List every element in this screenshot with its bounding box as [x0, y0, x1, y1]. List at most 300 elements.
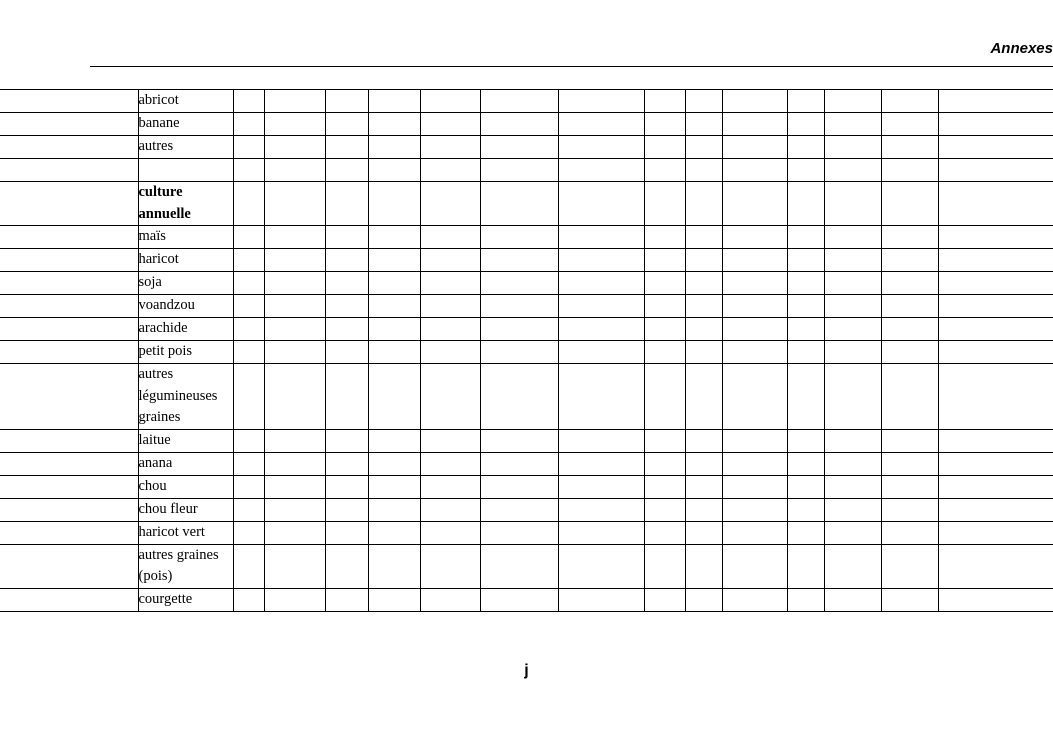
- table-cell-data[interactable]: [881, 295, 938, 318]
- table-cell-data[interactable]: [325, 318, 368, 341]
- table-cell-data[interactable]: [685, 318, 722, 341]
- table-cell-data[interactable]: [685, 364, 722, 430]
- table-cell-data[interactable]: [558, 544, 644, 588]
- table-cell-data[interactable]: [722, 182, 787, 226]
- table-cell-stub[interactable]: [0, 249, 138, 272]
- table-cell-label-line: banane: [138, 115, 180, 131]
- table-cell-data[interactable]: [881, 249, 938, 272]
- table-cell-data[interactable]: [233, 341, 264, 364]
- table-cell-data[interactable]: [420, 544, 480, 588]
- table-cell-data[interactable]: [881, 588, 938, 611]
- table-cell-data[interactable]: [722, 475, 787, 498]
- table-cell-data[interactable]: [558, 341, 644, 364]
- table-cell-data[interactable]: [264, 588, 325, 611]
- table-cell-data[interactable]: [881, 498, 938, 521]
- table-cell-data[interactable]: [881, 475, 938, 498]
- table-cell-data[interactable]: [368, 295, 420, 318]
- table-cell-data[interactable]: [938, 159, 1053, 182]
- table-cell-data[interactable]: [233, 588, 264, 611]
- table-cell-data[interactable]: [881, 452, 938, 475]
- table-cell-stub[interactable]: [0, 452, 138, 475]
- table-cell-data[interactable]: [233, 226, 264, 249]
- table-cell-data[interactable]: [480, 341, 558, 364]
- table-cell-data[interactable]: [368, 136, 420, 159]
- table-cell-data[interactable]: [558, 272, 644, 295]
- table-cell-data[interactable]: [685, 588, 722, 611]
- table-cell-data[interactable]: [325, 544, 368, 588]
- table-cell-data[interactable]: [685, 226, 722, 249]
- table-cell-data[interactable]: [881, 182, 938, 226]
- table-cell-data[interactable]: [824, 113, 881, 136]
- table-cell-data[interactable]: [233, 498, 264, 521]
- table-cell-data[interactable]: [264, 136, 325, 159]
- table-cell-data[interactable]: [368, 113, 420, 136]
- table-cell-data[interactable]: [787, 113, 824, 136]
- table-cell-data[interactable]: [264, 429, 325, 452]
- table-cell-stub[interactable]: [0, 475, 138, 498]
- table-cell-data[interactable]: [325, 182, 368, 226]
- table-cell-data[interactable]: [938, 113, 1053, 136]
- table-cell-data[interactable]: [824, 295, 881, 318]
- table-cell-data[interactable]: [685, 136, 722, 159]
- table-cell-data[interactable]: [558, 182, 644, 226]
- table-cell-data[interactable]: [685, 544, 722, 588]
- table-cell-label: [138, 159, 233, 182]
- table-cell-data[interactable]: [325, 272, 368, 295]
- table-cell-data[interactable]: [368, 272, 420, 295]
- table-cell-data[interactable]: [233, 364, 264, 430]
- table-cell-data[interactable]: [938, 588, 1053, 611]
- table-cell-data[interactable]: [480, 429, 558, 452]
- table-cell-data[interactable]: [368, 90, 420, 113]
- table-cell-data[interactable]: [480, 295, 558, 318]
- table-cell-data[interactable]: [824, 429, 881, 452]
- table-cell-data[interactable]: [420, 521, 480, 544]
- table-cell-data[interactable]: [644, 113, 685, 136]
- table-cell-data[interactable]: [722, 90, 787, 113]
- table-cell-data[interactable]: [420, 588, 480, 611]
- table-cell-data[interactable]: [685, 249, 722, 272]
- table-cell-data[interactable]: [787, 521, 824, 544]
- table-cell-data[interactable]: [233, 90, 264, 113]
- table-cell-data[interactable]: [558, 498, 644, 521]
- table-cell-data[interactable]: [558, 90, 644, 113]
- table-cell-data[interactable]: [644, 249, 685, 272]
- table-cell-data[interactable]: [685, 498, 722, 521]
- table-cell-stub[interactable]: [0, 113, 138, 136]
- table-cell-stub[interactable]: [0, 90, 138, 113]
- table-cell-data[interactable]: [685, 452, 722, 475]
- table-cell-data[interactable]: [787, 159, 824, 182]
- table-cell-data[interactable]: [644, 341, 685, 364]
- table-cell-stub[interactable]: [0, 318, 138, 341]
- table-cell-data[interactable]: [824, 521, 881, 544]
- table-cell-label: [138, 182, 233, 226]
- table-cell-data[interactable]: [233, 249, 264, 272]
- table-cell-data[interactable]: [938, 498, 1053, 521]
- table-cell-data[interactable]: [685, 113, 722, 136]
- table-cell-data[interactable]: [787, 498, 824, 521]
- table-cell-data[interactable]: [264, 226, 325, 249]
- table-cell-label-line: chou: [138, 477, 167, 494]
- table-cell-data[interactable]: [264, 318, 325, 341]
- table-cell-data[interactable]: [644, 588, 685, 611]
- table-cell-data[interactable]: [722, 272, 787, 295]
- table-cell-data[interactable]: [420, 341, 480, 364]
- table-cell-stub[interactable]: [0, 544, 138, 588]
- table-cell-data[interactable]: [644, 90, 685, 113]
- table-cell-data[interactable]: [480, 113, 558, 136]
- table-cell-data[interactable]: [787, 90, 824, 113]
- table-cell-data[interactable]: [368, 159, 420, 182]
- table-cell-data[interactable]: [881, 136, 938, 159]
- table-cell-data[interactable]: [233, 113, 264, 136]
- table-cell-stub[interactable]: [0, 159, 138, 182]
- table-cell-data[interactable]: [325, 521, 368, 544]
- table-cell-data[interactable]: [938, 272, 1053, 295]
- table-cell-label-line: petit pois: [138, 343, 193, 359]
- table-cell-data[interactable]: [722, 521, 787, 544]
- table-cell-data[interactable]: [722, 341, 787, 364]
- table-cell-data[interactable]: [787, 341, 824, 364]
- table-cell-data[interactable]: [264, 498, 325, 521]
- table-cell-data[interactable]: [881, 159, 938, 182]
- table-cell-label: [138, 113, 233, 136]
- table-cell-data[interactable]: [881, 318, 938, 341]
- table-cell-data[interactable]: [368, 521, 420, 544]
- table-cell-data[interactable]: [722, 498, 787, 521]
- table-cell-data[interactable]: [881, 544, 938, 588]
- table-cell-label-line: légumineuses: [138, 387, 218, 404]
- table-cell-data[interactable]: [325, 295, 368, 318]
- table-cell-data[interactable]: [368, 544, 420, 588]
- table-cell-data[interactable]: [685, 521, 722, 544]
- table-cell-data[interactable]: [368, 364, 420, 430]
- table-cell-data[interactable]: [722, 452, 787, 475]
- table-cell-data[interactable]: [558, 136, 644, 159]
- table-cell-data[interactable]: [480, 159, 558, 182]
- table-cell-data[interactable]: [420, 136, 480, 159]
- table-cell-data[interactable]: [824, 588, 881, 611]
- table-cell-stub[interactable]: [0, 226, 138, 249]
- table-cell-data[interactable]: [558, 159, 644, 182]
- table-cell-data[interactable]: [685, 272, 722, 295]
- table-cell-data[interactable]: [480, 452, 558, 475]
- table-cell-data[interactable]: [558, 113, 644, 136]
- table-cell-data[interactable]: [881, 226, 938, 249]
- table-cell-data[interactable]: [722, 249, 787, 272]
- table-cell-data[interactable]: [264, 90, 325, 113]
- table-row: [0, 544, 1053, 588]
- table-cell-data[interactable]: [824, 544, 881, 588]
- table-cell-data[interactable]: [264, 182, 325, 226]
- table-cell-data[interactable]: [264, 475, 325, 498]
- table-cell-data[interactable]: [787, 475, 824, 498]
- table-cell-data[interactable]: [938, 136, 1053, 159]
- table-cell-stub[interactable]: [0, 429, 138, 452]
- table-cell-data[interactable]: [787, 429, 824, 452]
- table-cell-data[interactable]: [722, 429, 787, 452]
- table-cell-data[interactable]: [938, 364, 1053, 430]
- table-cell-data[interactable]: [685, 341, 722, 364]
- table-cell-data[interactable]: [264, 272, 325, 295]
- table-cell-data[interactable]: [233, 429, 264, 452]
- table-cell-data[interactable]: [824, 364, 881, 430]
- table-cell-data[interactable]: [938, 544, 1053, 588]
- table-cell-data[interactable]: [644, 159, 685, 182]
- table-cell-data[interactable]: [420, 429, 480, 452]
- table-cell-data[interactable]: [325, 90, 368, 113]
- table-cell-data[interactable]: [722, 295, 787, 318]
- table-cell-data[interactable]: [644, 521, 685, 544]
- table-cell-data[interactable]: [264, 364, 325, 430]
- table-cell-data[interactable]: [420, 226, 480, 249]
- table-cell-data[interactable]: [938, 226, 1053, 249]
- table-cell-data[interactable]: [558, 364, 644, 430]
- table-cell-stub[interactable]: [0, 136, 138, 159]
- table-cell-data[interactable]: [420, 272, 480, 295]
- table-cell-data[interactable]: [325, 588, 368, 611]
- table-cell-data[interactable]: [787, 452, 824, 475]
- table-cell-data[interactable]: [938, 295, 1053, 318]
- table-cell-data[interactable]: [264, 249, 325, 272]
- table-cell-data[interactable]: [325, 452, 368, 475]
- table-cell-data[interactable]: [787, 295, 824, 318]
- table-cell-data[interactable]: [881, 429, 938, 452]
- table-cell-data[interactable]: [558, 295, 644, 318]
- table-cell-stub[interactable]: [0, 182, 138, 226]
- table-cell-data[interactable]: [233, 475, 264, 498]
- table-cell-data[interactable]: [938, 249, 1053, 272]
- table-cell-data[interactable]: [480, 182, 558, 226]
- table-cell-data[interactable]: [722, 318, 787, 341]
- table-cell-data[interactable]: [480, 249, 558, 272]
- table-cell-data[interactable]: [558, 429, 644, 452]
- table-cell-data[interactable]: [644, 136, 685, 159]
- table-cell-data[interactable]: [824, 159, 881, 182]
- table-cell-label-line: culture: [138, 184, 183, 200]
- table-cell-data[interactable]: [824, 452, 881, 475]
- table-cell-stub[interactable]: [0, 364, 138, 430]
- table-cell-data[interactable]: [722, 544, 787, 588]
- table-cell-data[interactable]: [325, 429, 368, 452]
- table-cell-data[interactable]: [233, 318, 264, 341]
- table-cell-data[interactable]: [420, 475, 480, 498]
- table-cell-data[interactable]: [644, 452, 685, 475]
- table-cell-data[interactable]: [558, 318, 644, 341]
- table-cell-data[interactable]: [558, 588, 644, 611]
- table-cell-data[interactable]: [824, 498, 881, 521]
- table-cell-data[interactable]: [325, 159, 368, 182]
- table-cell-data[interactable]: [480, 226, 558, 249]
- table-cell-data[interactable]: [325, 364, 368, 430]
- table-cell-data[interactable]: [685, 90, 722, 113]
- table-cell-label: [138, 452, 233, 475]
- table-cell-data[interactable]: [558, 475, 644, 498]
- table-cell-data[interactable]: [420, 295, 480, 318]
- table-cell-data[interactable]: [644, 429, 685, 452]
- page-header: [90, 40, 1053, 70]
- table-cell-data[interactable]: [722, 113, 787, 136]
- table-cell-data[interactable]: [881, 113, 938, 136]
- table-cell-data[interactable]: [722, 588, 787, 611]
- table-cell-data[interactable]: [824, 226, 881, 249]
- table-cell-data[interactable]: [787, 249, 824, 272]
- table-cell-data[interactable]: [325, 498, 368, 521]
- table-cell-data[interactable]: [824, 136, 881, 159]
- table-cell-data[interactable]: [644, 272, 685, 295]
- table-cell-data[interactable]: [722, 136, 787, 159]
- table-cell-data[interactable]: [233, 159, 264, 182]
- table-cell-data[interactable]: [325, 249, 368, 272]
- table-cell-data[interactable]: [824, 318, 881, 341]
- table-cell-data[interactable]: [787, 182, 824, 226]
- table-cell-data[interactable]: [480, 475, 558, 498]
- table-cell-data[interactable]: [233, 182, 264, 226]
- table-cell-data[interactable]: [325, 136, 368, 159]
- table-row: [0, 521, 1053, 544]
- table-cell-data[interactable]: [264, 452, 325, 475]
- table-cell-data[interactable]: [480, 364, 558, 430]
- table-cell-data[interactable]: [368, 498, 420, 521]
- table-cell-data[interactable]: [480, 544, 558, 588]
- table-cell-data[interactable]: [787, 588, 824, 611]
- table-cell-data[interactable]: [420, 249, 480, 272]
- table-cell-data[interactable]: [233, 452, 264, 475]
- table-cell-data[interactable]: [881, 90, 938, 113]
- table-cell-data[interactable]: [881, 521, 938, 544]
- table-cell-data[interactable]: [787, 272, 824, 295]
- table-cell-data[interactable]: [685, 475, 722, 498]
- table-cell-data[interactable]: [685, 295, 722, 318]
- table-cell-data[interactable]: [644, 295, 685, 318]
- table-cell-data[interactable]: [264, 159, 325, 182]
- table-cell-data[interactable]: [938, 429, 1053, 452]
- table-cell-data[interactable]: [644, 364, 685, 430]
- table-cell-data[interactable]: [420, 113, 480, 136]
- table-cell-data[interactable]: [722, 159, 787, 182]
- table-cell-data[interactable]: [264, 521, 325, 544]
- table-cell-data[interactable]: [824, 249, 881, 272]
- table-cell-data[interactable]: [685, 182, 722, 226]
- table-cell-data[interactable]: [480, 272, 558, 295]
- table-cell-data[interactable]: [558, 452, 644, 475]
- table-cell-data[interactable]: [368, 182, 420, 226]
- table-cell-data[interactable]: [938, 341, 1053, 364]
- table-cell-data[interactable]: [480, 498, 558, 521]
- table-cell-stub[interactable]: [0, 341, 138, 364]
- table-cell-data[interactable]: [644, 544, 685, 588]
- table-cell-data[interactable]: [233, 295, 264, 318]
- table-cell-data[interactable]: [722, 364, 787, 430]
- table-cell-data[interactable]: [480, 318, 558, 341]
- table-cell-data[interactable]: [264, 544, 325, 588]
- table-cell-data[interactable]: [644, 498, 685, 521]
- table-cell-data[interactable]: [824, 90, 881, 113]
- table-cell-data[interactable]: [938, 452, 1053, 475]
- table-cell-data[interactable]: [325, 113, 368, 136]
- table-cell-data[interactable]: [480, 588, 558, 611]
- table-cell-data[interactable]: [644, 318, 685, 341]
- table-cell-data[interactable]: [420, 182, 480, 226]
- table-cell-data[interactable]: [881, 364, 938, 430]
- table-cell-stub[interactable]: [0, 272, 138, 295]
- table-cell-data[interactable]: [938, 318, 1053, 341]
- table-cell-data[interactable]: [881, 341, 938, 364]
- table-cell-data[interactable]: [368, 341, 420, 364]
- table-cell-data[interactable]: [420, 364, 480, 430]
- table-cell-data[interactable]: [787, 544, 824, 588]
- table-cell-data[interactable]: [644, 475, 685, 498]
- table-cell-data[interactable]: [420, 318, 480, 341]
- table-cell-data[interactable]: [233, 544, 264, 588]
- table-cell-data[interactable]: [938, 521, 1053, 544]
- table-cell-data[interactable]: [325, 341, 368, 364]
- table-cell-data[interactable]: [420, 452, 480, 475]
- table-cell-data[interactable]: [264, 341, 325, 364]
- table-cell-data[interactable]: [938, 475, 1053, 498]
- table-cell-data[interactable]: [480, 136, 558, 159]
- table-cell-data[interactable]: [558, 521, 644, 544]
- table-cell-stub[interactable]: [0, 295, 138, 318]
- table-cell-data[interactable]: [685, 159, 722, 182]
- table-cell-data[interactable]: [233, 272, 264, 295]
- table-cell-data[interactable]: [824, 272, 881, 295]
- table-cell-data[interactable]: [558, 249, 644, 272]
- table-cell-data[interactable]: [881, 272, 938, 295]
- table-cell-data[interactable]: [368, 226, 420, 249]
- table-cell-data[interactable]: [368, 588, 420, 611]
- table-cell-stub[interactable]: [0, 521, 138, 544]
- table-cell-data[interactable]: [824, 475, 881, 498]
- table-cell-data[interactable]: [368, 249, 420, 272]
- table-cell-data[interactable]: [480, 90, 558, 113]
- table-cell-data[interactable]: [644, 182, 685, 226]
- table-cell-data[interactable]: [558, 226, 644, 249]
- table-cell-data[interactable]: [368, 475, 420, 498]
- table-cell-data[interactable]: [787, 364, 824, 430]
- table-cell-data[interactable]: [420, 159, 480, 182]
- table-cell-data[interactable]: [787, 136, 824, 159]
- table-cell-data[interactable]: [368, 429, 420, 452]
- table-cell-data[interactable]: [420, 498, 480, 521]
- table-cell-data[interactable]: [325, 226, 368, 249]
- table-cell-data[interactable]: [722, 226, 787, 249]
- table-cell-data[interactable]: [787, 226, 824, 249]
- table-cell-data[interactable]: [420, 90, 480, 113]
- table-cell-data[interactable]: [480, 521, 558, 544]
- table-cell-data[interactable]: [233, 136, 264, 159]
- table-cell-data[interactable]: [325, 475, 368, 498]
- table-cell-data[interactable]: [824, 341, 881, 364]
- table-row: [0, 113, 1053, 136]
- table-cell-data[interactable]: [644, 226, 685, 249]
- table-row: [0, 272, 1053, 295]
- table-cell-stub[interactable]: [0, 588, 138, 611]
- table-cell-data[interactable]: [368, 318, 420, 341]
- table-cell-data[interactable]: [264, 295, 325, 318]
- table-cell-data[interactable]: [787, 318, 824, 341]
- table-cell-label: [138, 136, 233, 159]
- table-cell-data[interactable]: [368, 452, 420, 475]
- table-cell-data[interactable]: [685, 429, 722, 452]
- table-cell-data[interactable]: [938, 182, 1053, 226]
- table-cell-data[interactable]: [264, 113, 325, 136]
- table-cell-data[interactable]: [824, 182, 881, 226]
- table-cell-data[interactable]: [938, 90, 1053, 113]
- table-cell-data[interactable]: [233, 521, 264, 544]
- table-cell-stub[interactable]: [0, 498, 138, 521]
